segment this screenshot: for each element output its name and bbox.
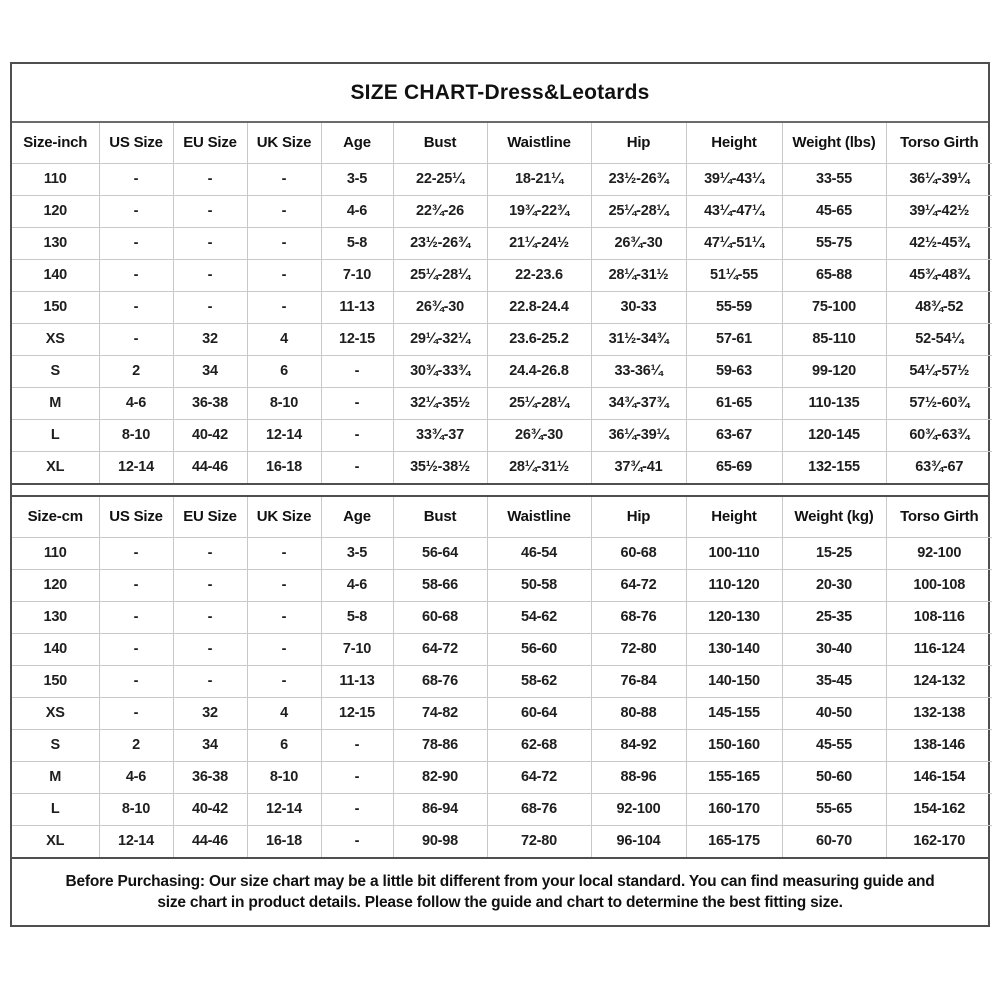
footer-line-1: Before Purchasing: Our size chart may be a little bit different from your local standard. You can find measuring guide and (65, 872, 935, 890)
table-row (12, 323, 992, 355)
table-cell: 12-14 (247, 419, 321, 451)
table-cell: - (247, 633, 321, 665)
table-cell: 23.6-25.2 (487, 323, 591, 355)
table-row (12, 793, 992, 825)
table-cell: XL (12, 825, 99, 857)
table-cell: - (173, 633, 247, 665)
table-cell: 48¾-52 (886, 291, 992, 323)
table-cell: 8-10 (247, 761, 321, 793)
table-cell: XS (12, 323, 99, 355)
table-cell: 92-100 (591, 793, 686, 825)
size-table-cm (12, 497, 992, 857)
table-cell: - (247, 569, 321, 601)
table-cell: 116-124 (886, 633, 992, 665)
table-cell: - (99, 569, 173, 601)
column-header: Waistline (487, 123, 591, 163)
table-cell: 140-150 (686, 665, 782, 697)
table-cell: 56-60 (487, 633, 591, 665)
table-cell: - (173, 569, 247, 601)
chart-title-bar (12, 64, 988, 123)
table-cell: 25-35 (782, 601, 886, 633)
column-header: Waistline (487, 497, 591, 537)
table-cell: 24.4-26.8 (487, 355, 591, 387)
table-cell: 54¼-57½ (886, 355, 992, 387)
column-header: Hip (591, 497, 686, 537)
table-cell: 160-170 (686, 793, 782, 825)
column-header: Bust (393, 123, 487, 163)
table-cell: 162-170 (886, 825, 992, 857)
table-cell: 39¼-42½ (886, 195, 992, 227)
table-row (12, 761, 992, 793)
table-cell: 55-59 (686, 291, 782, 323)
table-cell: 64-72 (591, 569, 686, 601)
table-cell: 25¼-28¼ (393, 259, 487, 291)
table-cell: 57-61 (686, 323, 782, 355)
table-cell: 44-46 (173, 825, 247, 857)
table-cell: - (247, 291, 321, 323)
table-cell: 11-13 (321, 291, 393, 323)
table-cell: 47¼-51¼ (686, 227, 782, 259)
table-cell: 2 (99, 729, 173, 761)
table-cell: M (12, 761, 99, 793)
table-cell: 12-14 (99, 825, 173, 857)
table-row (12, 387, 992, 419)
table-cell: 8-10 (247, 387, 321, 419)
column-header: Torso Girth (886, 497, 992, 537)
table-cell: 5-8 (321, 227, 393, 259)
table-cell: - (321, 355, 393, 387)
table-cell: - (173, 195, 247, 227)
table-cell: 3-5 (321, 537, 393, 569)
table-cell: 16-18 (247, 451, 321, 483)
table-cell: 82-90 (393, 761, 487, 793)
table-cell: 96-104 (591, 825, 686, 857)
table-cell: L (12, 419, 99, 451)
table-cell: 33-36¼ (591, 355, 686, 387)
column-header: Age (321, 123, 393, 163)
column-header: Height (686, 123, 782, 163)
footer-line-2: size chart in product details. Please follow the guide and chart to determine the best fitting size. (157, 893, 843, 911)
header-row (12, 497, 992, 537)
table-row (12, 195, 992, 227)
table-cell: 140 (12, 259, 99, 291)
table-cell: 72-80 (487, 825, 591, 857)
column-header: UK Size (247, 123, 321, 163)
table-cell: 120-145 (782, 419, 886, 451)
table-cell: 150 (12, 665, 99, 697)
chart-title: SIZE CHART-Dress&Leotards (350, 80, 650, 104)
table-cell: 124-132 (886, 665, 992, 697)
table-cell: 31½-34¾ (591, 323, 686, 355)
table-cell: 165-175 (686, 825, 782, 857)
table-cell: - (247, 163, 321, 195)
table-cell: 92-100 (886, 537, 992, 569)
table-cell: 18-21¼ (487, 163, 591, 195)
table-cell: 22¾-26 (393, 195, 487, 227)
footer-note (12, 857, 988, 925)
table-cell: 22-23.6 (487, 259, 591, 291)
table-cell: 150 (12, 291, 99, 323)
table-row (12, 227, 992, 259)
table-cell: L (12, 793, 99, 825)
table-cell: 26¾-30 (393, 291, 487, 323)
table-cell: 11-13 (321, 665, 393, 697)
column-header: Torso Girth (886, 123, 992, 163)
table-cell: 7-10 (321, 633, 393, 665)
table-cell: - (99, 259, 173, 291)
table-cell: 30-40 (782, 633, 886, 665)
table-cell: - (247, 537, 321, 569)
table-cell: 45-65 (782, 195, 886, 227)
table-cell: 5-8 (321, 601, 393, 633)
table-row (12, 537, 992, 569)
column-header: UK Size (247, 497, 321, 537)
table-cell: 4-6 (99, 761, 173, 793)
column-header: Weight (lbs) (782, 123, 886, 163)
column-header: EU Size (173, 497, 247, 537)
table-cell: 28¼-31½ (487, 451, 591, 483)
table-cell: 39¼-43¼ (686, 163, 782, 195)
table-cell: - (173, 259, 247, 291)
table-cell: 36¼-39¼ (591, 419, 686, 451)
table-row (12, 633, 992, 665)
table-row (12, 665, 992, 697)
table-cell: 57½-60¾ (886, 387, 992, 419)
table-cell: 150-160 (686, 729, 782, 761)
column-header: Bust (393, 497, 487, 537)
table-cell: XL (12, 451, 99, 483)
header-row (12, 123, 992, 163)
table-cell: 155-165 (686, 761, 782, 793)
table-cell: 60¾-63¾ (886, 419, 992, 451)
table-cell: 28¼-31½ (591, 259, 686, 291)
table-cell: 76-84 (591, 665, 686, 697)
table-cell: - (173, 227, 247, 259)
table-cell: 110 (12, 163, 99, 195)
table-cell: 140 (12, 633, 99, 665)
table-cell: - (173, 163, 247, 195)
table-cell: 74-82 (393, 697, 487, 729)
column-header: Hip (591, 123, 686, 163)
table-cell: 130-140 (686, 633, 782, 665)
table-cell: 65-69 (686, 451, 782, 483)
table-cell: - (99, 537, 173, 569)
table-cell: - (99, 601, 173, 633)
table-cell: 58-66 (393, 569, 487, 601)
table-cell: 4 (247, 323, 321, 355)
table-cell: 35½-38½ (393, 451, 487, 483)
table-cell: 145-155 (686, 697, 782, 729)
table-cell: 40-50 (782, 697, 886, 729)
table-cell: 60-70 (782, 825, 886, 857)
table-cell: 61-65 (686, 387, 782, 419)
table-cell: 50-58 (487, 569, 591, 601)
table-cell: 23½-26¾ (591, 163, 686, 195)
table-cell: 80-88 (591, 697, 686, 729)
table-cell: 25¼-28¼ (487, 387, 591, 419)
table-cell: 26¾-30 (591, 227, 686, 259)
table-cell: 26¾-30 (487, 419, 591, 451)
table-cell: - (321, 761, 393, 793)
table-cell: 154-162 (886, 793, 992, 825)
table-cell: 63¾-67 (886, 451, 992, 483)
table-cell: 64-72 (393, 633, 487, 665)
table-cell: S (12, 729, 99, 761)
table-cell: 65-88 (782, 259, 886, 291)
table-cell: 55-75 (782, 227, 886, 259)
table-cell: 45-55 (782, 729, 886, 761)
table-cell: - (99, 665, 173, 697)
table-cell: 12-15 (321, 697, 393, 729)
table-cell: 90-98 (393, 825, 487, 857)
table-cell: 40-42 (173, 793, 247, 825)
table-row (12, 825, 992, 857)
table-row (12, 729, 992, 761)
table-cell: 99-120 (782, 355, 886, 387)
size-chart-container (10, 62, 990, 927)
table-cell: 34 (173, 355, 247, 387)
table-cell: 100-108 (886, 569, 992, 601)
table-cell: 46-54 (487, 537, 591, 569)
table-cell: - (173, 601, 247, 633)
table-row (12, 259, 992, 291)
table-cell: - (99, 195, 173, 227)
table-cell: - (247, 601, 321, 633)
table-row (12, 569, 992, 601)
table-cell: 12-14 (99, 451, 173, 483)
table-cell: 85-110 (782, 323, 886, 355)
table-cell: 60-68 (393, 601, 487, 633)
table-row (12, 419, 992, 451)
column-header: US Size (99, 497, 173, 537)
table-cell: 32¼-35½ (393, 387, 487, 419)
table-cell: 68-76 (487, 793, 591, 825)
table-row (12, 697, 992, 729)
table-cell: 36¼-39¼ (886, 163, 992, 195)
table-row (12, 163, 992, 195)
table-cell: 40-42 (173, 419, 247, 451)
table-cell: 68-76 (591, 601, 686, 633)
table-cell: - (247, 227, 321, 259)
table-cell: 120 (12, 195, 99, 227)
table-cell: S (12, 355, 99, 387)
table-cell: 30-33 (591, 291, 686, 323)
table-cell: 6 (247, 355, 321, 387)
table-cell: 110 (12, 537, 99, 569)
table-cell: 86-94 (393, 793, 487, 825)
table-cell: 110-120 (686, 569, 782, 601)
table-cell: 43¼-47¼ (686, 195, 782, 227)
table-cell: 132-138 (886, 697, 992, 729)
table-cell: 15-25 (782, 537, 886, 569)
table-cell: M (12, 387, 99, 419)
table-cell: 3-5 (321, 163, 393, 195)
table-cell: 52-54¼ (886, 323, 992, 355)
table-cell: 7-10 (321, 259, 393, 291)
table-cell: 108-116 (886, 601, 992, 633)
table-cell: - (99, 291, 173, 323)
table-cell: - (247, 195, 321, 227)
table-cell: XS (12, 697, 99, 729)
table-cell: 8-10 (99, 419, 173, 451)
table-cell: - (321, 825, 393, 857)
table-cell: 64-72 (487, 761, 591, 793)
table-cell: 51¼-55 (686, 259, 782, 291)
table-cell: - (321, 793, 393, 825)
table-cell: 56-64 (393, 537, 487, 569)
table-cell: - (99, 697, 173, 729)
table-cell: 59-63 (686, 355, 782, 387)
table-row (12, 355, 992, 387)
table-cell: 6 (247, 729, 321, 761)
table-cell: 20-30 (782, 569, 886, 601)
table-cell: 110-135 (782, 387, 886, 419)
table-cell: - (247, 259, 321, 291)
table-cell: 120 (12, 569, 99, 601)
table-cell: 29¼-32¼ (393, 323, 487, 355)
table-cell: 2 (99, 355, 173, 387)
table-cell: 100-110 (686, 537, 782, 569)
table-cell: 54-62 (487, 601, 591, 633)
table-cell: 36-38 (173, 387, 247, 419)
table-cell: 4-6 (321, 195, 393, 227)
table-cell: 22-25¼ (393, 163, 487, 195)
table-cell: 30¾-33¾ (393, 355, 487, 387)
table-cell: 68-76 (393, 665, 487, 697)
column-header: EU Size (173, 123, 247, 163)
table-cell: - (247, 665, 321, 697)
table-cell: 42½-45¾ (886, 227, 992, 259)
table-cell: - (321, 387, 393, 419)
column-header: Weight (kg) (782, 497, 886, 537)
table-cell: 8-10 (99, 793, 173, 825)
table-row (12, 601, 992, 633)
table-cell: 50-60 (782, 761, 886, 793)
table-cell: 120-130 (686, 601, 782, 633)
table-cell: 34 (173, 729, 247, 761)
table-row (12, 451, 992, 483)
table-cell: 35-45 (782, 665, 886, 697)
table-cell: 88-96 (591, 761, 686, 793)
table-cell: 58-62 (487, 665, 591, 697)
table-cell: 130 (12, 601, 99, 633)
table-cell: - (173, 291, 247, 323)
table-cell: 12-15 (321, 323, 393, 355)
table-cell: 84-92 (591, 729, 686, 761)
table-cell: 25¼-28¼ (591, 195, 686, 227)
table-cell: - (99, 227, 173, 259)
table-cell: 21¼-24½ (487, 227, 591, 259)
table-cell: - (99, 323, 173, 355)
table-cell: 4 (247, 697, 321, 729)
table-cell: 78-86 (393, 729, 487, 761)
table-cell: 72-80 (591, 633, 686, 665)
table-cell: 32 (173, 697, 247, 729)
column-header: US Size (99, 123, 173, 163)
table-cell: 12-14 (247, 793, 321, 825)
table-cell: 22.8-24.4 (487, 291, 591, 323)
column-header: Size-cm (12, 497, 99, 537)
table-cell: 45¾-48¾ (886, 259, 992, 291)
table-gap (12, 483, 988, 497)
table-cell: 62-68 (487, 729, 591, 761)
table-cell: 33-55 (782, 163, 886, 195)
table-cell: 34¾-37¾ (591, 387, 686, 419)
table-cell: 60-64 (487, 697, 591, 729)
table-cell: 33¾-37 (393, 419, 487, 451)
column-header: Height (686, 497, 782, 537)
table-cell: 75-100 (782, 291, 886, 323)
column-header: Age (321, 497, 393, 537)
table-cell: 4-6 (99, 387, 173, 419)
table-cell: - (99, 633, 173, 665)
table-cell: 63-67 (686, 419, 782, 451)
column-header: Size-inch (12, 123, 99, 163)
table-cell: 23½-26¾ (393, 227, 487, 259)
table-cell: 16-18 (247, 825, 321, 857)
table-cell: 132-155 (782, 451, 886, 483)
table-cell: 4-6 (321, 569, 393, 601)
table-cell: 44-46 (173, 451, 247, 483)
size-table-inch (12, 123, 992, 483)
table-cell: - (321, 729, 393, 761)
table-cell: 60-68 (591, 537, 686, 569)
table-cell: - (321, 451, 393, 483)
table-cell: 19¾-22¾ (487, 195, 591, 227)
table-cell: 36-38 (173, 761, 247, 793)
table-row (12, 291, 992, 323)
table-cell: 138-146 (886, 729, 992, 761)
table-cell: 130 (12, 227, 99, 259)
table-cell: 37¾-41 (591, 451, 686, 483)
table-cell: 55-65 (782, 793, 886, 825)
table-cell: - (99, 163, 173, 195)
table-cell: - (173, 537, 247, 569)
table-cell: 146-154 (886, 761, 992, 793)
table-cell: 32 (173, 323, 247, 355)
table-cell: - (173, 665, 247, 697)
table-cell: - (321, 419, 393, 451)
